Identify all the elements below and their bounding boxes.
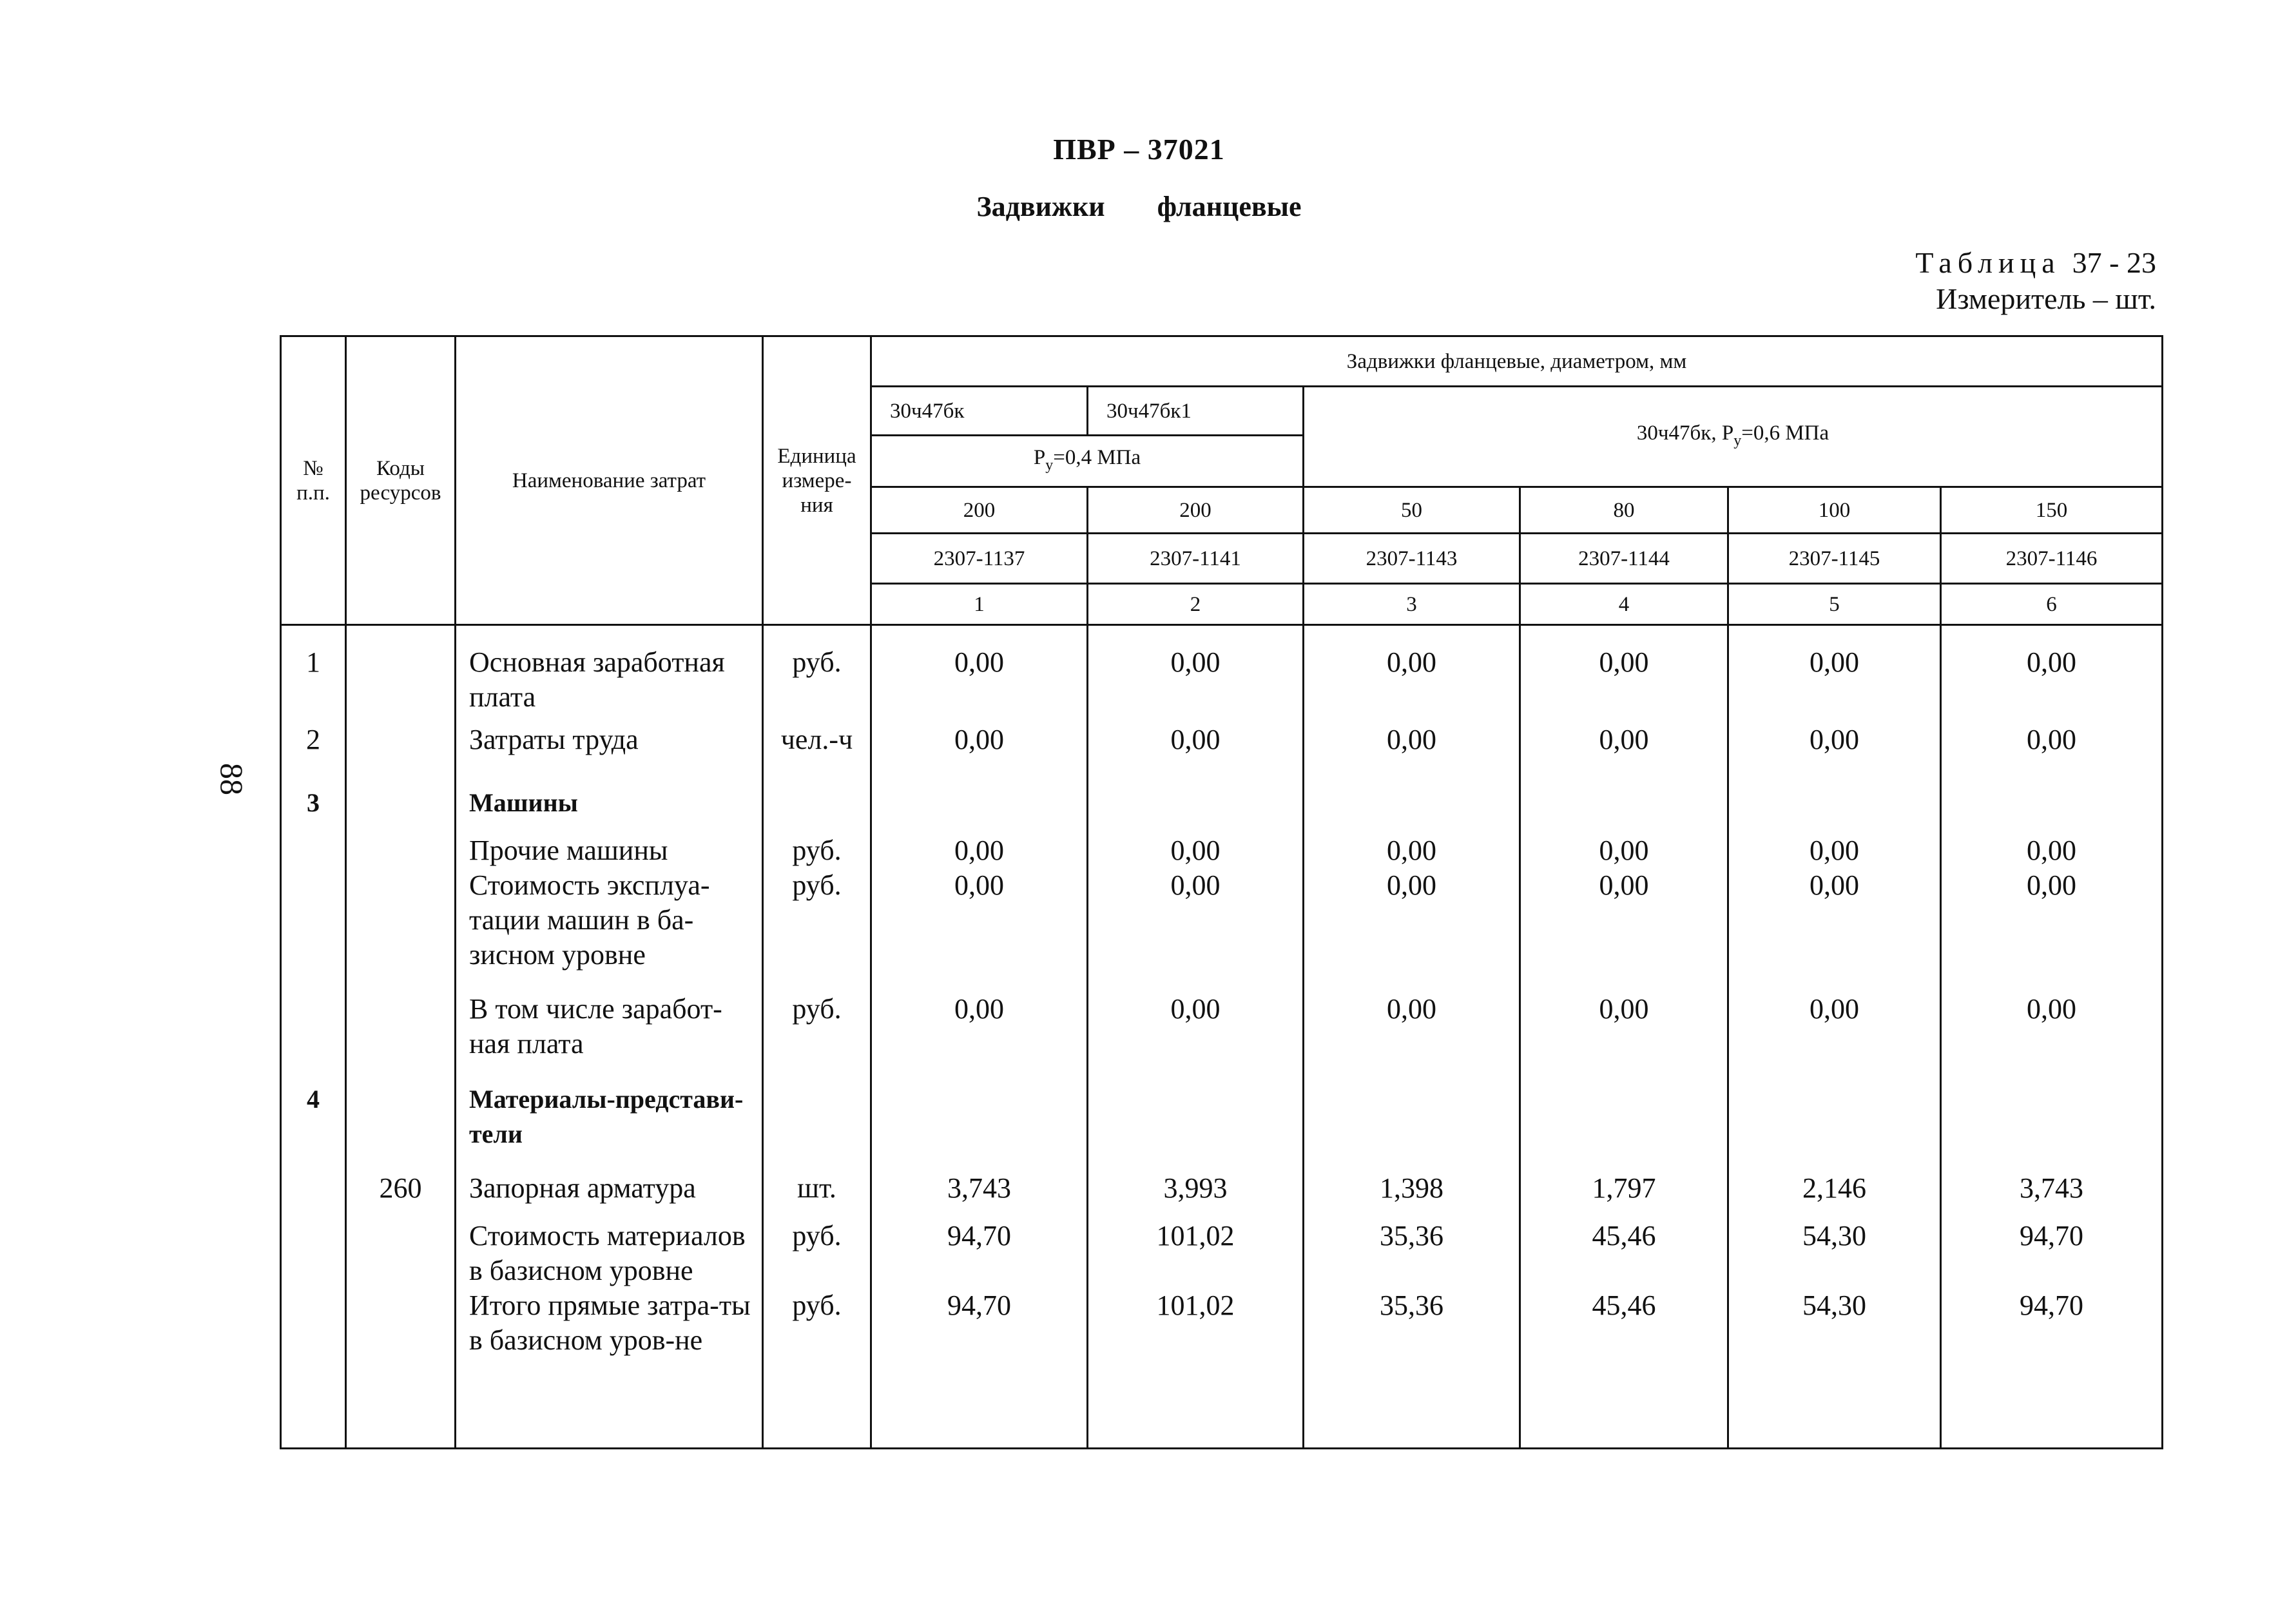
resource-code-cell: 2307-1143 (1304, 534, 1520, 584)
header-name: Наименование затрат (456, 336, 763, 625)
value-cell: 0,00 (1304, 625, 1520, 715)
cost-name: Стоимость материалов в базисном уровне (456, 1210, 763, 1288)
row-number: 3 (281, 774, 346, 829)
resource-code (346, 1065, 456, 1158)
value-cell (1088, 1065, 1304, 1158)
value-cell (871, 1065, 1088, 1158)
resource-code (346, 715, 456, 774)
cost-name: Запорная арматура (456, 1158, 763, 1210)
row-number: 4 (281, 1065, 346, 1158)
value-cell: 35,36 (1304, 1288, 1520, 1448)
table-caption (1915, 245, 2156, 317)
value-cell: 0,00 (1520, 829, 1728, 868)
header-codes: Коды ресурсов (346, 336, 456, 625)
value-cell: 0,00 (1088, 829, 1304, 868)
cost-name: В том числе заработ-ная плата (456, 978, 763, 1065)
value-cell: 0,00 (1728, 868, 1941, 978)
value-cell: 0,00 (1304, 829, 1520, 868)
diameter-cell: 50 (1304, 487, 1520, 534)
value-cell: 94,70 (871, 1210, 1088, 1288)
resource-code (346, 625, 456, 715)
value-cell: 0,00 (871, 715, 1088, 774)
header-unit: Единица измере-ния (763, 336, 871, 625)
cost-name: Затраты труда (456, 715, 763, 774)
value-cell (1941, 1065, 2163, 1158)
value-cell: 0,00 (871, 868, 1088, 978)
value-cell: 0,00 (1728, 715, 1941, 774)
diameter-cell: 80 (1520, 487, 1728, 534)
column-number-cell: 6 (1941, 584, 2163, 625)
value-cell: 0,00 (1941, 715, 2163, 774)
value-cell: 45,46 (1520, 1210, 1728, 1288)
document-title: ПВР – 37021 (1053, 133, 1225, 166)
unit-cell: руб. (763, 978, 871, 1065)
value-cell: 0,00 (1728, 829, 1941, 868)
column-number-cell: 5 (1728, 584, 1941, 625)
table-row (281, 625, 2163, 715)
row-number: 1 (281, 625, 346, 715)
value-cell: 94,70 (1941, 1210, 2163, 1288)
value-cell: 0,00 (1304, 978, 1520, 1065)
value-cell: 0,00 (1520, 978, 1728, 1065)
value-cell (1520, 774, 1728, 829)
value-cell: 94,70 (871, 1288, 1088, 1448)
value-cell: 0,00 (1728, 625, 1941, 715)
cost-name: Итого прямые затра-ты в базисном уров-не (456, 1288, 763, 1448)
table-row (281, 868, 2163, 978)
value-cell: 0,00 (1941, 829, 2163, 868)
resource-code (346, 1210, 456, 1288)
value-cell: 0,00 (871, 978, 1088, 1065)
value-cell (1520, 1065, 1728, 1158)
value-cell: 0,00 (1520, 715, 1728, 774)
diameter-cell: 200 (871, 487, 1088, 534)
table-row (281, 978, 2163, 1065)
unit-cell: руб. (763, 868, 871, 978)
unit-cell: чел.-ч (763, 715, 871, 774)
value-cell: 0,00 (1088, 625, 1304, 715)
resource-code-cell: 2307-1141 (1088, 534, 1304, 584)
resource-code-cell: 2307-1144 (1520, 534, 1728, 584)
cost-name: Основная заработная плата (456, 625, 763, 715)
value-cell: 0,00 (1520, 868, 1728, 978)
column-number-cell: 3 (1304, 584, 1520, 625)
value-cell: 0,00 (1941, 978, 2163, 1065)
value-cell (1728, 1065, 1941, 1158)
table-row (281, 1288, 2163, 1448)
unit-cell: руб. (763, 625, 871, 715)
row-number (281, 1210, 346, 1288)
resource-code (346, 774, 456, 829)
page-number: 88 (214, 763, 250, 795)
cost-name: Материалы-представи-тели (456, 1065, 763, 1158)
value-cell: 0,00 (1088, 978, 1304, 1065)
resource-code-cell: 2307-1137 (871, 534, 1088, 584)
value-cell: 3,993 (1088, 1158, 1304, 1210)
value-cell: 0,00 (1520, 625, 1728, 715)
value-cell: 0,00 (1941, 868, 2163, 978)
value-cell: 101,02 (1088, 1210, 1304, 1288)
table-row (281, 1065, 2163, 1158)
unit-cell: руб. (763, 1210, 871, 1288)
value-cell: 0,00 (1088, 715, 1304, 774)
value-cell (1728, 774, 1941, 829)
table-row (281, 774, 2163, 829)
value-cell (1304, 1065, 1520, 1158)
value-cell: 0,00 (1941, 625, 2163, 715)
unit-cell: руб. (763, 1288, 871, 1448)
column-number-cell: 2 (1088, 584, 1304, 625)
value-cell: 3,743 (871, 1158, 1088, 1210)
value-cell (1941, 774, 2163, 829)
row-number (281, 868, 346, 978)
table-body (281, 625, 2163, 1449)
unit-cell (763, 774, 871, 829)
header-type-3: 30ч47бк, $P_у=0,6$ МПа (1304, 387, 2163, 487)
header-group: Задвижки фланцевые, диаметром, мм (871, 336, 2163, 387)
value-cell: 0,00 (1088, 868, 1304, 978)
value-cell (1088, 774, 1304, 829)
diameter-cell: 200 (1088, 487, 1304, 534)
diameter-cell: 100 (1728, 487, 1941, 534)
row-number: 2 (281, 715, 346, 774)
value-cell: 0,00 (1304, 715, 1520, 774)
document-subtitle: Задвижки фланцевые (976, 191, 1302, 222)
header-type-2: 30ч47бк1 (1088, 387, 1304, 436)
cost-name: Машины (456, 774, 763, 829)
value-cell: 2,146 (1728, 1158, 1941, 1210)
table-row (281, 715, 2163, 774)
header-no: № п.п. (281, 336, 346, 625)
value-cell: 35,36 (1304, 1210, 1520, 1288)
unit-cell (763, 1065, 871, 1158)
row-number (281, 1158, 346, 1210)
value-cell (871, 774, 1088, 829)
table-number: 37 - 23 (2072, 246, 2156, 279)
value-cell: 101,02 (1088, 1288, 1304, 1448)
cost-name: Стоимость эксплуа-тации машин в ба-зисном уровне (456, 868, 763, 978)
table-row (281, 829, 2163, 868)
table-row (281, 1210, 2163, 1288)
diameter-cell: 150 (1941, 487, 2163, 534)
value-cell: 54,30 (1728, 1210, 1941, 1288)
unit-cell: руб. (763, 829, 871, 868)
resource-code-cell: 2307-1146 (1941, 534, 2163, 584)
value-cell: 0,00 (871, 829, 1088, 868)
resource-code: 260 (346, 1158, 456, 1210)
value-cell: 1,797 (1520, 1158, 1728, 1210)
measure-unit: Измеритель – шт. (1936, 282, 2156, 315)
value-cell: 0,00 (1728, 978, 1941, 1065)
column-number-cell: 1 (871, 584, 1088, 625)
value-cell: 1,398 (1304, 1158, 1520, 1210)
value-cell: 54,30 (1728, 1288, 1941, 1448)
header-type-1: 30ч47бк (871, 387, 1088, 436)
table-row (281, 1158, 2163, 1210)
unit-cell: шт. (763, 1158, 871, 1210)
cost-name: Прочие машины (456, 829, 763, 868)
value-cell: 45,46 (1520, 1288, 1728, 1448)
value-cell: 94,70 (1941, 1288, 2163, 1448)
value-cell: 3,743 (1941, 1158, 2163, 1210)
resource-code-cell: 2307-1145 (1728, 534, 1941, 584)
resource-code (346, 868, 456, 978)
header-pressure-12: $P_у=0,4$ МПа (871, 436, 1304, 487)
resource-code (346, 829, 456, 868)
cost-table (280, 335, 2163, 1449)
column-number-cell: 4 (1520, 584, 1728, 625)
resource-code (346, 1288, 456, 1448)
value-cell (1304, 774, 1520, 829)
table-label: Таблица (1915, 246, 2061, 279)
row-number (281, 1288, 346, 1448)
row-number (281, 978, 346, 1065)
value-cell: 0,00 (871, 625, 1088, 715)
value-cell: 0,00 (1304, 868, 1520, 978)
row-number (281, 829, 346, 868)
resource-code (346, 978, 456, 1065)
